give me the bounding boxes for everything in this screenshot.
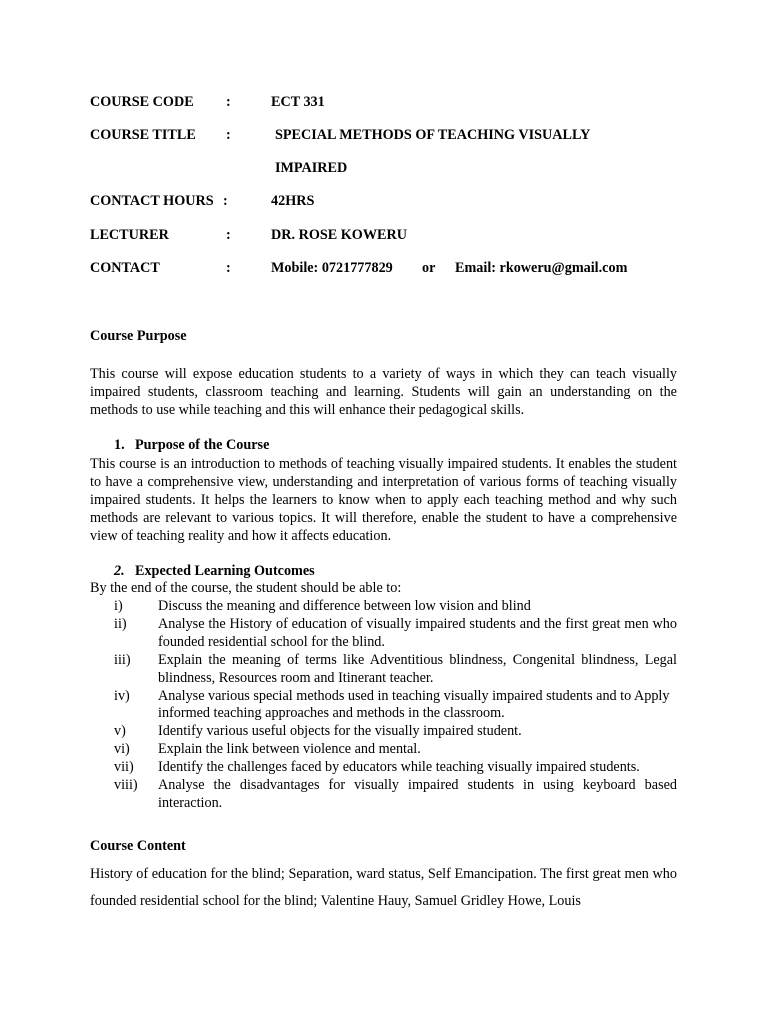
- list-item-number: iii): [114, 651, 131, 668]
- course-code-label: COURSE CODE: [90, 94, 194, 110]
- course-title-value-line2: IMPAIRED: [275, 160, 348, 176]
- list-item-number: v): [114, 723, 126, 740]
- course-purpose-heading: Course Purpose: [90, 328, 187, 344]
- list-item-text: Analyse the disadvantages for visually impaired students in using keyboard based interaction.: [158, 777, 677, 811]
- section-2-title: Expected Learning Outcomes: [135, 563, 315, 579]
- course-title-value: SPECIAL METHODS OF TEACHING VISUALLY: [275, 127, 591, 143]
- lecturer-value: DR. ROSE KOWERU: [271, 227, 407, 243]
- course-content-heading: Course Content: [90, 838, 186, 854]
- list-item-text: Identify the challenges faced by educators while teaching visually impaired students.: [158, 759, 640, 776]
- list-item-number: i): [114, 598, 123, 614]
- list-item-text: Explain the meaning of terms like Adventitious blindness, Congenital blindness, Legal blindness, Resources room and Itinerant teacher.: [158, 651, 677, 686]
- list-item: [114, 652, 677, 688]
- section-1-number: 1.: [114, 437, 125, 453]
- section-2-number: 2.: [114, 563, 125, 579]
- outcomes-list: [114, 598, 677, 813]
- colon: :: [226, 227, 231, 243]
- list-item-number: ii): [114, 615, 127, 632]
- list-item-number: iv): [114, 687, 130, 704]
- list-item-number: viii): [114, 777, 138, 794]
- colon: :: [226, 127, 231, 143]
- colon: :: [223, 193, 228, 209]
- contact-mobile: Mobile: 0721777829: [271, 260, 393, 276]
- contact-email: Email: rkoweru@gmail.com: [455, 260, 628, 276]
- list-item: [114, 777, 677, 813]
- course-content-text: History of education for the blind; Separation, ward status, Self Emancipation. The first great men who founded residential school for the blind; Valentine Hauy, Samuel Gridley Howe, Louis: [90, 866, 677, 909]
- lecturer-label: LECTURER: [90, 227, 169, 243]
- colon: :: [226, 94, 231, 110]
- section-1-title: Purpose of the Course: [135, 437, 270, 453]
- list-item-text: Analyse the History of education of visually impaired students and the first great men who founded residential school for the blind.: [158, 615, 677, 650]
- list-item-number: vi): [114, 741, 130, 758]
- list-item-text: Discuss the meaning and difference between low vision and blind: [158, 598, 531, 614]
- list-item: [114, 616, 677, 652]
- list-item: [114, 741, 677, 759]
- colon: :: [226, 260, 231, 276]
- contact-label: CONTACT: [90, 260, 160, 276]
- contact-or: or: [422, 260, 436, 276]
- list-item: [114, 688, 677, 724]
- list-item-number: vii): [114, 759, 134, 776]
- course-code-value: ECT 331: [271, 94, 325, 110]
- list-item: [114, 723, 677, 741]
- course-purpose-text: This course will expose education students to a variety of ways in which they can teach visually impaired students, classroom teaching and learning. Students will gain an understanding on the methods to use while teaching and this will enhance their pedagogical skills.: [90, 366, 677, 418]
- course-title-label: COURSE TITLE: [90, 127, 196, 143]
- list-item-text: Analyse various special methods used in teaching visually impaired students and to Apply informed teaching approaches and methods in the classroom.: [158, 687, 670, 722]
- list-item-text: Identify various useful objects for the visually impaired student.: [158, 723, 522, 740]
- contact-hours-label: CONTACT HOURS: [90, 193, 214, 209]
- section-2-intro: By the end of the course, the student should be able to:: [90, 580, 402, 596]
- section-1-text: This course is an introduction to methods of teaching visually impaired students. It enables the student to have a comprehensive view, understanding and interpretation of various forms of teaching visually impaired students. It helps the learners to know when to apply each teaching method and why such methods are relevant to various topics. It will therefore, enable the student to have a comprehensive view of teaching reality and how it affects education.: [90, 456, 677, 544]
- contact-hours-value: 42HRS: [271, 193, 315, 209]
- list-item: [114, 598, 677, 616]
- list-item-text: Explain the link between violence and mental.: [158, 741, 421, 758]
- list-item: [114, 759, 677, 777]
